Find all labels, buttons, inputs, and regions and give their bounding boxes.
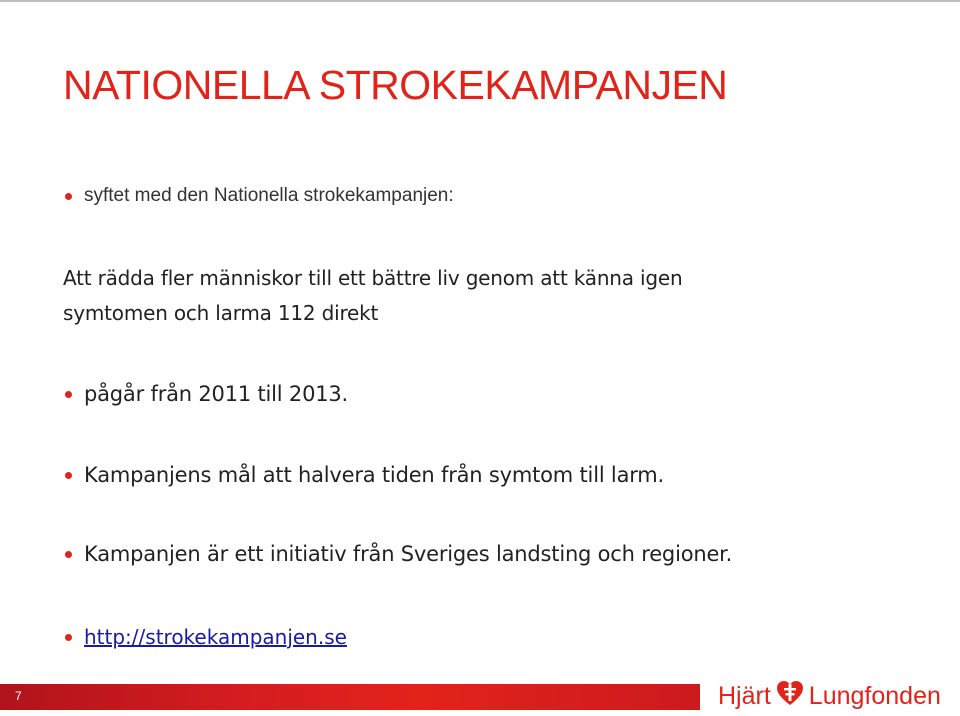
bullet-duration-text: pågår från 2011 till 2013.	[84, 382, 349, 406]
bullet-dot	[65, 391, 72, 398]
bullet-link	[65, 625, 347, 649]
slide-number: 7	[15, 689, 22, 703]
top-rule	[0, 0, 960, 2]
bullet-purpose	[65, 185, 454, 207]
campaign-link[interactable]: http://strokekampanjen.se	[84, 625, 347, 649]
slide-title: NATIONELLA STROKEKAMPANJEN	[63, 62, 728, 108]
bullet-initiative	[65, 542, 732, 566]
bullet-dot	[65, 634, 72, 641]
logo-text-right: Lungfonden	[808, 681, 941, 710]
heart-cross-icon	[775, 678, 805, 715]
bullet-purpose-text: syftet med den Nationella strokekampanjen:	[84, 185, 454, 206]
bullet-initiative-text: Kampanjen är ett initiativ från Sveriges landsting och regioner.	[84, 542, 733, 566]
bullet-dot	[65, 472, 72, 479]
hjart-lungfonden-logo	[718, 680, 941, 712]
bullet-duration	[65, 382, 348, 406]
paragraph-line-1: Att rädda fler människor till ett bättre liv genom att känna igen	[63, 266, 683, 290]
footer-bar	[0, 684, 700, 710]
paragraph-line-2: symtomen och larma 112 direkt	[63, 301, 379, 325]
bullet-goal-text: Kampanjens mål att halvera tiden från symtom till larm.	[84, 463, 665, 487]
bullet-goal	[65, 463, 664, 487]
logo-text-left: Hjärt	[718, 681, 771, 710]
bullet-dot	[65, 193, 72, 200]
bullet-dot	[65, 551, 72, 558]
